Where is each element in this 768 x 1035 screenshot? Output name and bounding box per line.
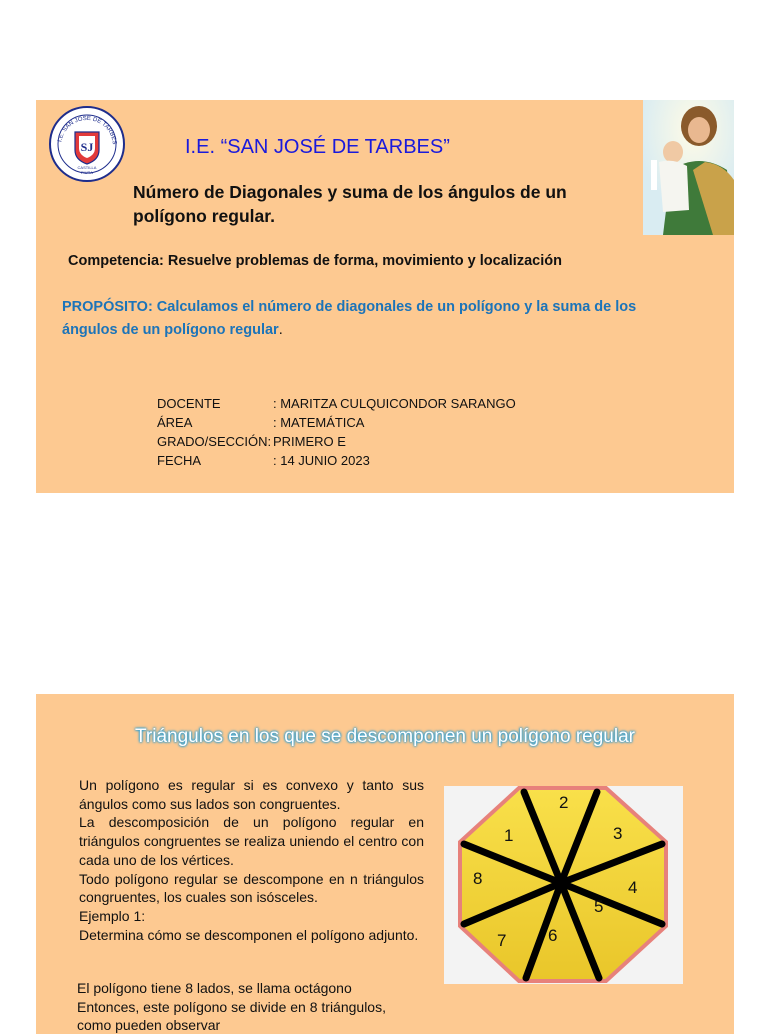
slide-1	[36, 100, 734, 493]
teacher-info	[157, 394, 516, 470]
triangle-label: 4	[628, 878, 638, 897]
competencia-text: Competencia: Resuelve problemas de forma, movimiento y localización	[68, 253, 562, 269]
octagon-figure	[444, 786, 683, 984]
info-value: PRIMERO E	[273, 434, 346, 449]
info-value: : 14 JUNIO 2023	[273, 453, 370, 468]
svg-text:I.E. SAN JOSE DE TARBES: I.E. SAN JOSE DE TARBES	[57, 115, 118, 145]
triangle-label: 7	[497, 931, 507, 950]
slide-title: Triángulos en los que se descomponen un polígono regular	[135, 726, 635, 747]
svg-text:CASTILLA: CASTILLA	[77, 165, 97, 170]
info-row-fecha	[157, 451, 516, 470]
triangle-label: 2	[559, 793, 569, 812]
topic-title: Número de Diagonales y suma de los ángulos de un polígono regular.	[133, 182, 567, 226]
paragraph: Determina cómo se descomponen el polígono adjunto.	[79, 926, 419, 943]
triangle-label: 8	[473, 869, 483, 888]
info-row-grado	[157, 432, 516, 451]
octagon-diagram	[444, 786, 683, 984]
explanation-text	[79, 776, 424, 944]
triangle-label: 1	[504, 826, 514, 845]
saint-image	[643, 100, 734, 235]
school-name: I.E. “SAN JOSÉ DE TARBES”	[185, 136, 450, 158]
proposito-body: PROPÓSITO: Calculamos el número de diagonales de un polígono y la suma de los ángulos de un polígono regular	[62, 299, 637, 338]
paragraph: La descomposición de un polígono regular en triángulos congruentes se realiza uniendo el centro con cada uno de los vértices.	[79, 814, 424, 868]
paragraph: Entonces, este polígono se divide en 8 triángulos,	[77, 998, 386, 1015]
slide-2	[36, 694, 734, 1034]
proposito-text	[62, 296, 672, 342]
triangle-label: 3	[613, 824, 623, 843]
info-row-area	[157, 413, 516, 432]
paragraph: El polígono tiene 8 lados, se llama octágono	[77, 980, 352, 996]
paragraph: como pueden observar	[77, 1017, 221, 1034]
info-label: ÁREA	[157, 415, 193, 430]
svg-text:PIURA: PIURA	[80, 170, 94, 175]
paragraph: Ejemplo 1:	[79, 907, 146, 924]
paragraph: Todo polígono regular se descompone en n triángulos congruentes, los cuales son isósceles.	[79, 870, 424, 906]
info-row-docente	[157, 394, 516, 413]
triangle-label: 6	[548, 926, 558, 945]
proposito-end: .	[278, 322, 283, 338]
conclusion-text	[77, 979, 429, 1035]
info-label: GRADO/SECCIÓN:	[157, 434, 272, 449]
triangle-label: 5	[594, 897, 604, 916]
info-value: : MARITZA CULQUICONDOR SARANGO	[273, 396, 516, 411]
info-label: FECHA	[157, 453, 202, 468]
svg-text:SJ: SJ	[80, 140, 94, 154]
info-value: : MATEMÁTICA	[273, 415, 365, 430]
info-label: DOCENTE	[157, 396, 221, 411]
school-logo	[49, 106, 125, 182]
paragraph: Un polígono es regular si es convexo y tanto sus ángulos como sus lados son congruentes.	[79, 777, 424, 812]
